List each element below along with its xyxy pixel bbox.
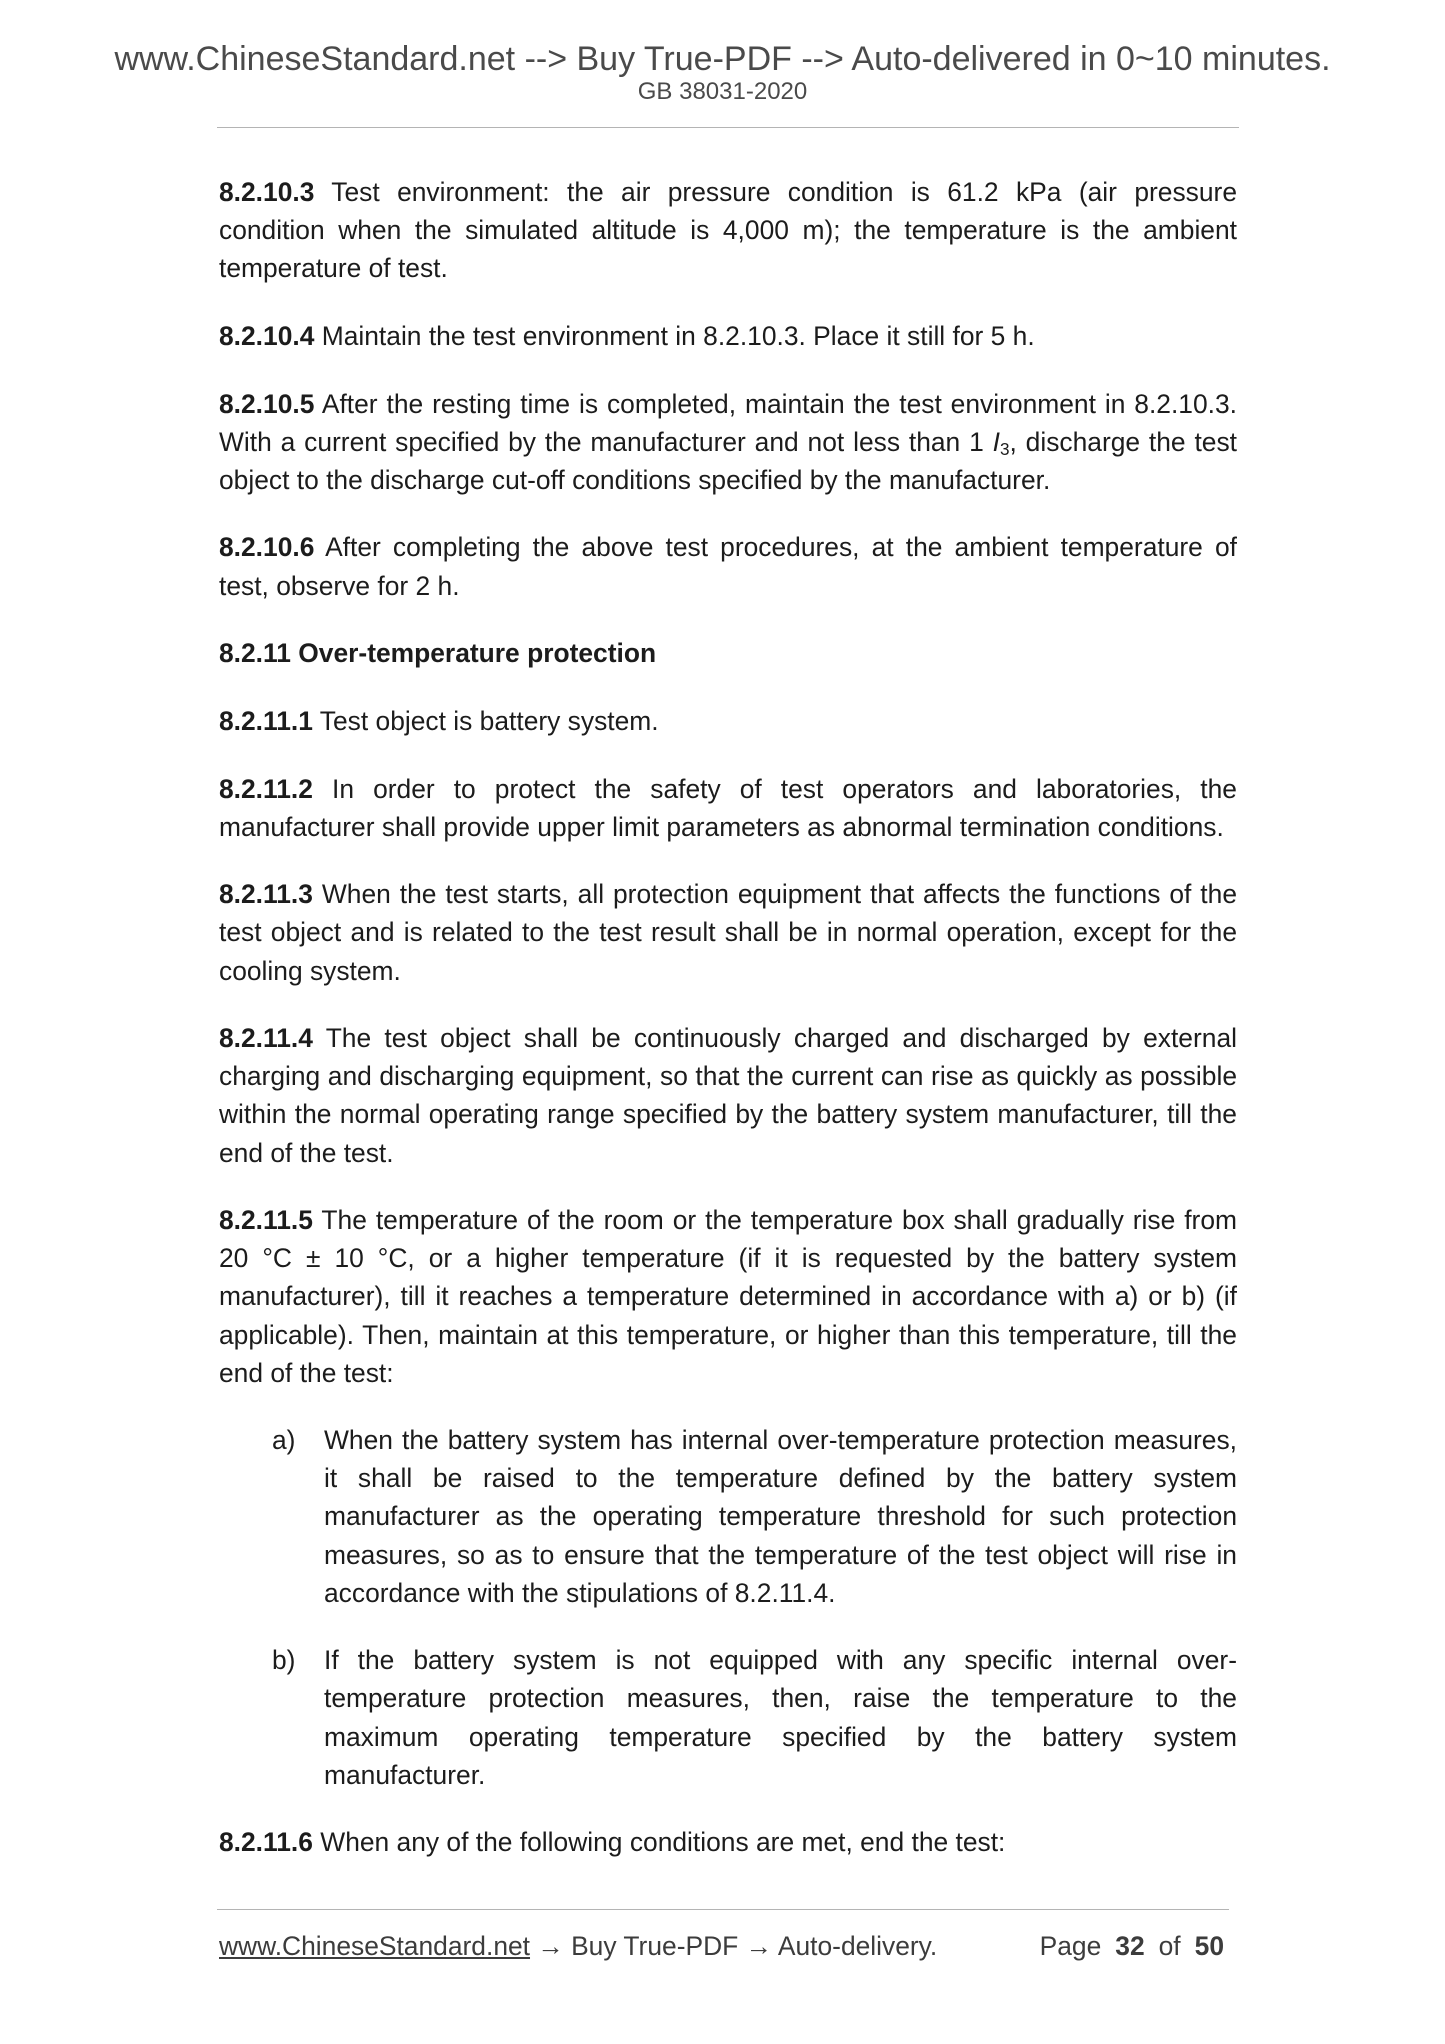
standard-code: GB 38031-2020 (637, 78, 808, 105)
clause-number: 8.2.11.5 (219, 1205, 313, 1236)
clause-number: 8.2.10.5 (219, 388, 315, 419)
clause-8-2-11-5 (219, 1201, 1237, 1391)
clause-8-2-10-3 (219, 173, 1237, 287)
clause-8-2-11-4 (219, 1019, 1237, 1171)
clause-text: When the test starts, all protection equipment that affects the functions of the test object and is related to the test result shall be in normal operation, except for the cooling system. (219, 879, 1237, 986)
clause-number: 8.2.11.3 (219, 879, 313, 910)
clause-text: The test object shall be continuously charged and discharged by external charging and discharging equipment, so that the current can rise as quickly as possible within the normal operating range specified by the battery system manufacturer, till the end of the test. (219, 1023, 1237, 1168)
footer-promo (219, 1929, 937, 1963)
clause-text: After the resting time is completed, maintain the test environment in 8.2.10.3. With a current specified by the manufacturer and not less than 1 (219, 388, 1237, 457)
section-heading-8-2-11 (219, 634, 1237, 672)
clause-text: In order to protect the safety of test operators and laboratories, the manufacturer shall provide upper limit parameters as abnormal termination conditions. (219, 773, 1237, 842)
list-item-text: If the battery system is not equipped with any specific internal over-temperature protection measures, then, raise the temperature to the maximum operating temperature specified by the battery system manufacturer. (324, 1645, 1237, 1790)
clause-number: 8.2.11.6 (219, 1827, 313, 1858)
header-title: www.ChineseStandard.net --> Buy True-PDF --> Auto-delivered in 0~10 minutes. (114, 40, 1331, 78)
footer-divider (217, 1909, 1229, 1910)
section-title: Over-temperature protection (298, 638, 657, 669)
clause-text: The temperature of the room or the temperature box shall gradually rise from 20 °C ± 10 °C, or a higher temperature (if it is requested by the battery system manufacturer), till it reaches a temperature determined in accordance with a) or b) (if applicable). Then, maintain at this temperature, or higher than this temperature, till the end of the test: (219, 1205, 1237, 1388)
clause-8-2-11-6 (219, 1823, 1237, 1861)
clause-number: 8.2.11.4 (219, 1023, 313, 1054)
page-number (1040, 1929, 1224, 1963)
clause-number: 8.2.11.1 (219, 705, 313, 736)
clause-8-2-10-4 (219, 317, 1237, 355)
clause-8-2-11-3 (219, 875, 1237, 989)
clause-text: Test environment: the air pressure condition is 61.2 kPa (air pressure condition when the simulated altitude is 4,000 m); the temperature is the ambient temperature of test. (219, 177, 1237, 284)
page-total: 50 (1194, 1931, 1224, 1961)
list-item-a (219, 1421, 1237, 1611)
page-label: Page (1039, 1931, 1102, 1961)
section-number: 8.2.11 (219, 638, 291, 669)
clause-8-2-11-1 (219, 702, 1237, 740)
clause-number: 8.2.10.3 (219, 177, 315, 207)
list-label: a) (272, 1425, 296, 1456)
clause-text: Maintain the test environment in 8.2.10.3. Place it still for 5 h. (321, 320, 1035, 351)
clause-text-continued: , discharge the test object to the discharge cut-off conditions specified by the manufacturer. (219, 426, 1237, 495)
footer-tagline: → Buy True-PDF → Auto-delivery. (537, 1931, 938, 1961)
list-item-text: When the battery system has internal over-temperature protection measures, it shall be raised to the temperature defined by the battery system manufacturer as the operating temperature threshold for such protection measures, so as to ensure that the temperature of the test object will rise in accordance with the stipulations of 8.2.11.4. (324, 1425, 1237, 1608)
clause-8-2-10-6 (219, 528, 1237, 604)
footer-site-link[interactable]: www.ChineseStandard.net (219, 1931, 531, 1961)
page-of: of (1158, 1931, 1181, 1961)
current-subscript: 3 (999, 438, 1010, 459)
clause-text: Test object is battery system. (319, 705, 659, 736)
page-current: 32 (1115, 1931, 1145, 1961)
clause-8-2-11-2 (219, 770, 1237, 846)
list-item-b (219, 1641, 1237, 1793)
clause-text: After completing the above test procedures, at the ambient temperature of test, observe for 2 h. (219, 532, 1237, 601)
clause-number: 8.2.11.2 (219, 773, 313, 804)
clause-number: 8.2.10.4 (219, 320, 315, 351)
document-body (219, 173, 1237, 1861)
clause-text: When any of the following conditions are met, end the test: (320, 1827, 1006, 1858)
clause-number: 8.2.10.6 (219, 532, 315, 563)
current-symbol: I (992, 426, 1000, 457)
list-label: b) (272, 1645, 296, 1676)
header-divider (217, 127, 1239, 128)
clause-8-2-10-5 (219, 385, 1237, 499)
